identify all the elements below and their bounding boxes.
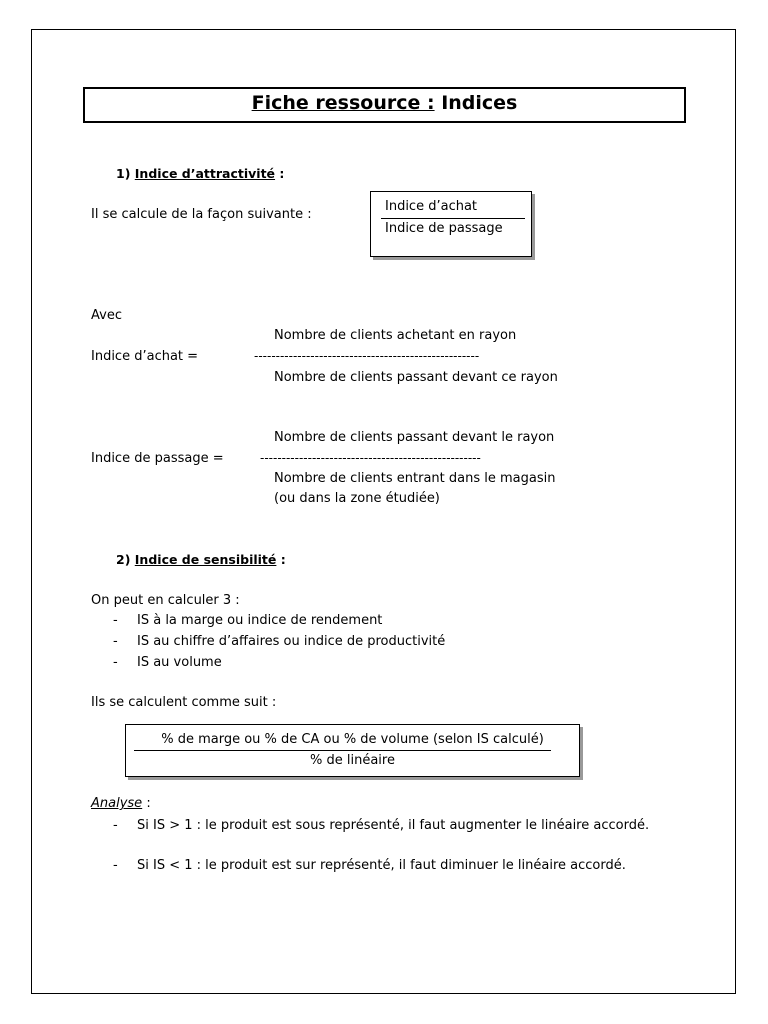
formula-numerator: Indice d’achat [385, 199, 478, 214]
passage-label: Indice de passage = [91, 451, 224, 466]
analyse-colon: : [142, 796, 151, 811]
title-box [83, 87, 686, 123]
formula-numerator: % de marge ou % de CA ou % de volume (selon IS calculé) [161, 732, 544, 747]
formula-denominator: Indice de passage [385, 221, 503, 236]
analyse-heading [91, 796, 151, 811]
fraction-line [134, 750, 551, 751]
section1-title: Indice d’attractivité [134, 166, 276, 181]
section2-intro: On peut en calculer 3 : [91, 593, 240, 608]
achat-dashes: ---------------------------------------------------- [254, 349, 480, 363]
fraction-line [381, 218, 525, 219]
section1-number: 1) [116, 166, 131, 181]
section1-intro: Il se calcule de la façon suivante : [91, 207, 312, 222]
achat-label: Indice d’achat = [91, 349, 199, 364]
passage-denominator-line1: Nombre de clients entrant dans le magasin [274, 471, 556, 486]
section1-colon: : [275, 166, 285, 181]
attractivite-formula-box [370, 191, 532, 257]
passage-denominator-line2: (ou dans la zone étudiée) [274, 491, 440, 506]
achat-numerator: Nombre de clients achetant en rayon [274, 328, 517, 343]
title-suffix: Indices [434, 92, 518, 114]
analyse-label: Analyse [91, 796, 143, 811]
section2-number: 2) [116, 552, 131, 567]
title-prefix: Fiche ressource : [251, 92, 435, 114]
analyse-item: - Si IS < 1 : le produit est sur représenté, il faut diminuer le linéaire accordé. [113, 858, 626, 873]
section2-heading [116, 552, 286, 567]
sensibilite-formula-box [125, 724, 580, 777]
calc-intro: Ils se calculent comme suit : [91, 695, 277, 710]
analyse-item: - Si IS > 1 : le produit est sous représenté, il faut augmenter le linéaire accordé. [113, 818, 650, 833]
passage-numerator: Nombre de clients passant devant le rayon [274, 430, 555, 445]
achat-denominator: Nombre de clients passant devant ce rayon [274, 370, 558, 385]
passage-dashes: --------------------------------------------------- [260, 451, 481, 465]
section2-title: Indice de sensibilité [134, 552, 277, 567]
section2-colon: : [276, 552, 286, 567]
avec-label: Avec [91, 308, 122, 323]
section1-heading [116, 166, 284, 181]
formula-denominator: % de linéaire [310, 753, 395, 768]
page-title [85, 92, 684, 114]
